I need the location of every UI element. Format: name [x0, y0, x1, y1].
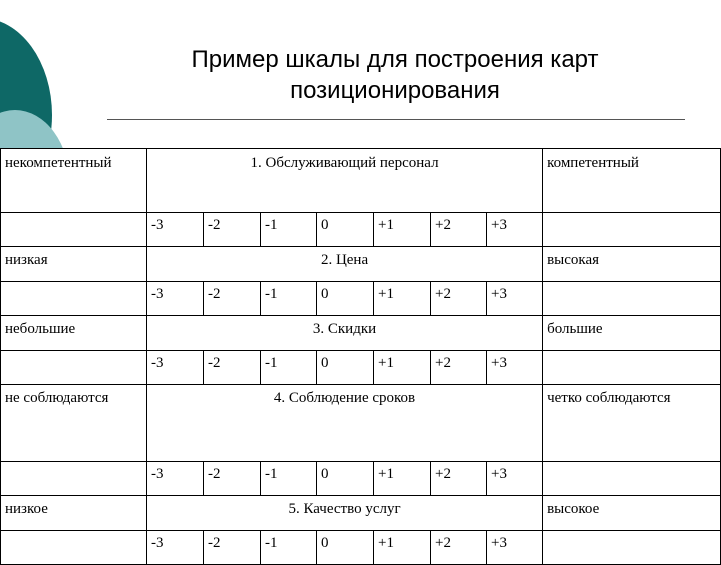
scale-value: -1	[261, 531, 317, 565]
scale-value: 0	[317, 351, 374, 385]
scale-row	[1, 531, 721, 565]
empty-cell	[1, 351, 147, 385]
high-pole-label: большие	[543, 316, 721, 351]
high-pole-label: высокая	[543, 247, 721, 282]
scale-value: +3	[487, 462, 543, 496]
scale-value: +1	[374, 531, 431, 565]
scale-value: -1	[261, 282, 317, 316]
low-pole-label: некомпетентный	[1, 149, 147, 213]
scale-value: +2	[431, 351, 487, 385]
empty-cell	[543, 282, 721, 316]
scale-value: +1	[374, 462, 431, 496]
empty-cell	[1, 282, 147, 316]
low-pole-label: не соблюдаются	[1, 385, 147, 462]
scale-row	[1, 351, 721, 385]
low-pole-label: небольшие	[1, 316, 147, 351]
scale-value: 0	[317, 282, 374, 316]
slide-title: Пример шкалы для построения карт позиционирования	[191, 46, 599, 104]
scale-value: +3	[487, 282, 543, 316]
criterion-name: 3. Скидки	[147, 316, 543, 351]
title-divider	[107, 119, 685, 120]
empty-cell	[1, 213, 147, 247]
high-pole-label: четко соблюдаются	[543, 385, 721, 462]
scale-value: -3	[147, 462, 204, 496]
scale-row	[1, 462, 721, 496]
empty-cell	[1, 531, 147, 565]
positioning-scale-table	[0, 148, 721, 565]
scale-value: -3	[147, 282, 204, 316]
scale-value: +1	[374, 282, 431, 316]
scale-value: +3	[487, 531, 543, 565]
scale-value: -1	[261, 213, 317, 247]
scale-value: +3	[487, 351, 543, 385]
empty-cell	[543, 531, 721, 565]
scale-value: -1	[261, 462, 317, 496]
scale-value: -3	[147, 213, 204, 247]
empty-cell	[543, 213, 721, 247]
scale-value: -3	[147, 531, 204, 565]
scale-value: 0	[317, 213, 374, 247]
scale-value: +3	[487, 213, 543, 247]
criterion-row	[1, 149, 721, 213]
high-pole-label: высокое	[543, 496, 721, 531]
criterion-name: 2. Цена	[147, 247, 543, 282]
criterion-name: 4. Соблюдение сроков	[147, 385, 543, 462]
scale-row	[1, 282, 721, 316]
scale-value: +2	[431, 213, 487, 247]
scale-value: 0	[317, 462, 374, 496]
scale-value: -1	[261, 351, 317, 385]
criterion-name: 5. Качество услуг	[147, 496, 543, 531]
scale-value: 0	[317, 531, 374, 565]
scale-value: -3	[147, 351, 204, 385]
scale-value: +2	[431, 282, 487, 316]
empty-cell	[1, 462, 147, 496]
high-pole-label: компетентный	[543, 149, 721, 213]
empty-cell	[543, 351, 721, 385]
criterion-row	[1, 496, 721, 531]
low-pole-label: низкое	[1, 496, 147, 531]
scale-row	[1, 213, 721, 247]
criterion-row	[1, 316, 721, 351]
criterion-row	[1, 385, 721, 462]
scale-value: -2	[204, 282, 261, 316]
scale-value: -2	[204, 462, 261, 496]
scale-value: +2	[431, 462, 487, 496]
scale-value: +1	[374, 213, 431, 247]
criterion-name: 1. Обслуживающий персонал	[147, 149, 543, 213]
scale-value: -2	[204, 531, 261, 565]
scale-value: -2	[204, 213, 261, 247]
low-pole-label: низкая	[1, 247, 147, 282]
empty-cell	[543, 462, 721, 496]
scale-value: +2	[431, 531, 487, 565]
scale-value: -2	[204, 351, 261, 385]
scale-value: +1	[374, 351, 431, 385]
criterion-row	[1, 247, 721, 282]
